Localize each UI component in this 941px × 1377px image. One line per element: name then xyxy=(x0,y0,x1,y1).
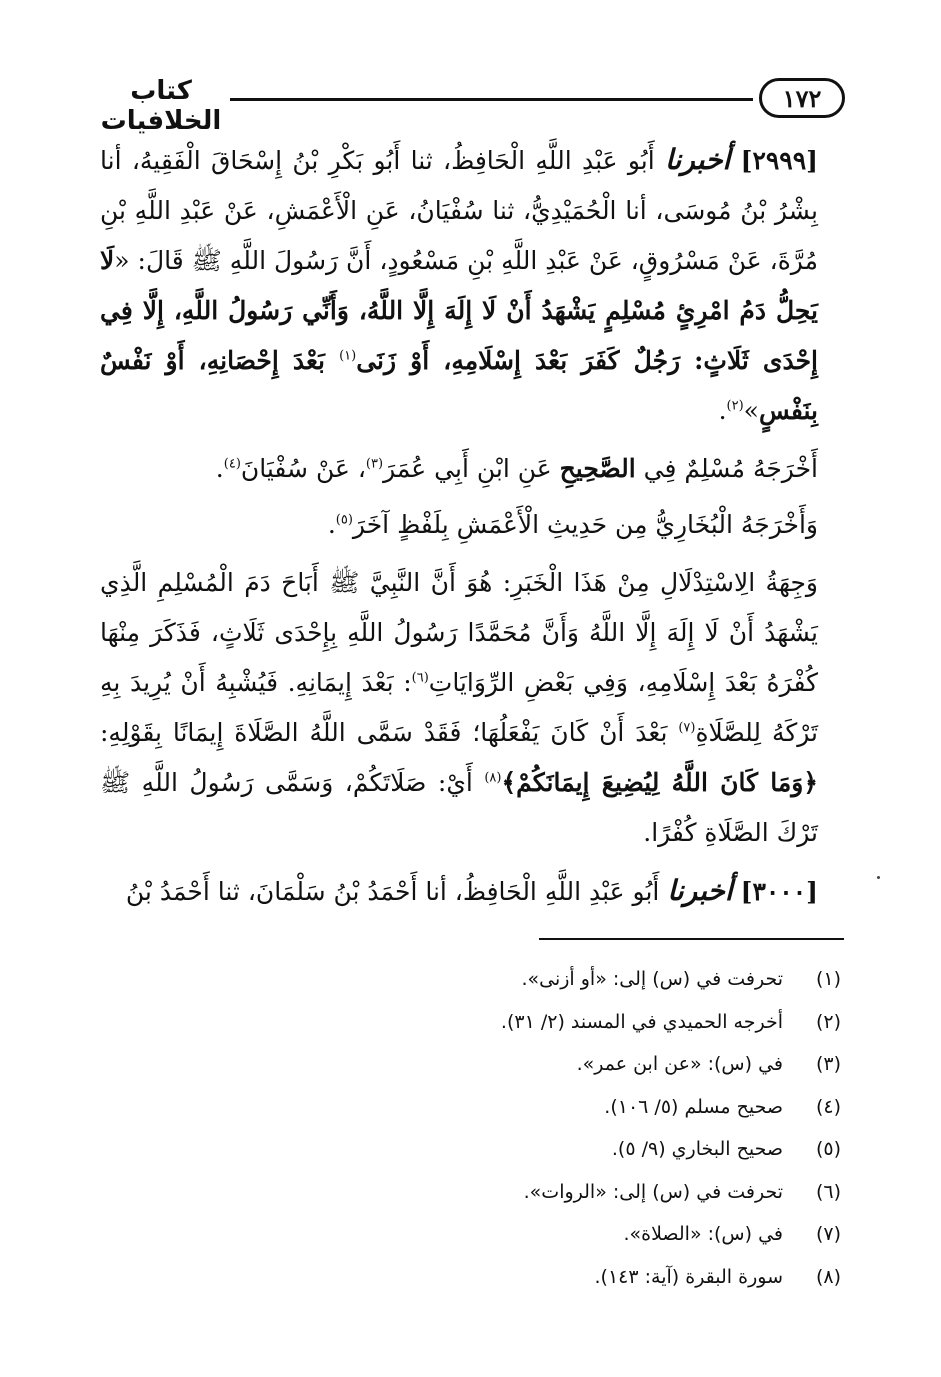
footnote-item xyxy=(101,1043,841,1086)
footnote-marker: (٣) xyxy=(365,456,384,472)
takhrij-text: عَنِ ابْنِ أَبِي عُمَرَ xyxy=(383,454,560,483)
footnote-text: تحرفت في (س) إلى: «أو أزنى». xyxy=(521,968,783,990)
sahih-title: الصَّحِيحِ xyxy=(559,454,636,483)
footnote-text: سورة البقرة (آية: ١٤٣). xyxy=(594,1265,783,1288)
footnote-item xyxy=(101,1086,841,1129)
footnote-text: صحيح البخاري (٩/ ٥). xyxy=(611,1138,783,1160)
footnote-marker: (٢) xyxy=(726,398,744,414)
quote-close: » xyxy=(743,396,759,425)
scan-speck xyxy=(877,876,880,879)
istidlal-paragraph xyxy=(100,558,848,858)
footnote-number: (٥) xyxy=(815,1138,841,1160)
quran-verse: ﴿وَمَا كَانَ اللَّهُ لِيُضِيعَ إِيمَانَكُمْ﴾ xyxy=(501,768,818,797)
footnote-item xyxy=(101,1213,841,1256)
akhbarana-heading: أخبرنا xyxy=(664,143,731,176)
footnote-text: في (س): «عن ابن عمر». xyxy=(576,1053,783,1075)
footnote-marker: (٥) xyxy=(335,512,353,528)
footnote-item xyxy=(101,1256,841,1299)
isnad-text: أَبُو عَبْدِ اللَّهِ الْحَافِظُ، ثنا أَبُو بَكْرِ بْنُ إِسْحَاقَ الْفَقِيهُ، أنا بِشْرُ بْنُ مُوسَى، أنا الْحُمَيْدِيُّ، ثنا سُفْيَانُ، عَنِ الْأَعْمَشِ، عَنْ عَبْدِ اللَّهِ بْنِ مُرَّةَ، عَنْ مَسْرُوقٍ، عَنْ عَبْدِ اللَّهِ بْنِ مَسْعُودٍ، أَنَّ رَسُولَ اللَّهِ ﷺ قَالَ: « xyxy=(100,146,818,275)
footnote-text: تحرفت في (س) إلى: «الروات». xyxy=(523,1180,783,1203)
hadith-number: [٢٩٩٩] xyxy=(740,146,819,175)
takhrij-text: ، عَنْ سُفْيَانَ xyxy=(240,454,366,483)
footnote-number: (٤) xyxy=(815,1095,841,1118)
takhrij-text: وَأَخْرَجَهُ الْبُخَارِيُّ مِن حَدِيثِ الْأَعْمَشِ بِلَفْظٍ آخَرَ xyxy=(352,510,818,539)
footnote-marker: (٤) xyxy=(223,456,241,472)
footnote-marker: (٦) xyxy=(411,670,429,686)
footnote-number: (٨) xyxy=(815,1265,841,1288)
footnote-item xyxy=(101,1001,841,1044)
istidlal-text: وَجِهَةُ الِاسْتِدْلَالِ مِنْ هَذَا الْخَبَرِ: هُوَ أَنَّ النَّبِيَّ ﷺ أَبَاحَ دَمَ الْمُسْلِمِ الَّذِي يَشْهَدُ أَنْ لَا إِلَهَ إِلَّا اللَّهُ وَأَنَّ مُحَمَّدًا رَسُولُ اللَّهِ بِإِحْدَى ثَلَاثٍ، فَذَكَرَ مِنْهَا كُفْرَهُ بَعْدَ إِسْلَامِهِ، وَفِي بَعْضِ الرِّوَايَاتِ xyxy=(100,568,818,697)
footnote-marker: (١) xyxy=(339,348,357,364)
matn-text: لَا يَحِلُّ دَمُ امْرِئٍ مُسْلِمٍ يَشْهَدُ أَنْ لَا إِلَهَ إِلَّا اللَّهُ، وَأَنِّي رَسُولُ اللَّهِ، إِلَّا فِي إِحْدَى ثَلَاثٍ: رَجُلٌ كَفَرَ بَعْدَ إِسْلَامِهِ، أَوْ زَنَى xyxy=(100,246,818,375)
footnote-item xyxy=(101,958,841,1001)
istidlal-text: أَيْ: صَلَاتَكُمْ، وَسَمَّى رَسُولُ اللَّهِ ﷺ تَرْكَ الصَّلَاةِ كُفْرًا. xyxy=(100,768,818,847)
isnad-text: أَبُو عَبْدِ اللَّهِ الْحَافِظُ، أنا أَحْمَدُ بْنُ سَلْمَانَ، ثنا أَحْمَدُ بْنُ xyxy=(125,877,660,906)
page-number: ١٧٢ xyxy=(782,83,822,113)
takhrij-bukhari xyxy=(100,500,848,550)
hadith-2999 xyxy=(100,135,848,436)
period: . xyxy=(718,396,727,425)
period: . xyxy=(215,454,224,483)
page-header xyxy=(95,70,845,136)
footnote-text: أخرجه الحميدي في المسند (٢/ ٣١). xyxy=(500,1010,783,1033)
footnote-text: في (س): «الصلاة». xyxy=(623,1223,783,1245)
footnote-number: (١) xyxy=(815,968,841,990)
takhrij-text: أَخْرَجَهُ مُسْلِمٌ فِي xyxy=(635,454,818,483)
period: . xyxy=(327,510,336,539)
istidlal-text: : بَعْدَ إِيمَانِهِ. فَيُشْبِهُ أَنْ يُرِيدَ بِهِ تَرْكَهُ لِلصَّلَاةِ xyxy=(100,668,818,747)
footnote-number: (٣) xyxy=(815,1053,841,1075)
footnote-number: (٢) xyxy=(815,1010,841,1033)
hadith-3000 xyxy=(100,866,848,917)
main-text xyxy=(100,135,848,925)
footnote-text: صحيح مسلم (٥/ ١٠٦). xyxy=(604,1095,783,1118)
hadith-number: [٣٠٠٠] xyxy=(740,877,818,906)
takhrij-muslim xyxy=(100,444,848,494)
footnote-number: (٦) xyxy=(815,1180,841,1203)
footnotes xyxy=(101,958,841,1298)
akhbarana-heading: أخبرنا xyxy=(667,874,733,907)
footnote-number: (٧) xyxy=(815,1223,841,1245)
footnote-item xyxy=(101,1128,841,1171)
header-rule xyxy=(230,98,753,101)
footnote-marker: (٧) xyxy=(678,720,696,736)
footnote-item xyxy=(101,1171,841,1214)
book-title: كتاب الخلافيات xyxy=(100,76,222,136)
page-number-badge xyxy=(759,78,845,118)
matn-text-cont: بَعْدَ إِحْصَانِهِ، أَوْ نَفْسٌ بِنَفْسٍ xyxy=(100,346,818,425)
footnote-separator xyxy=(539,938,844,940)
footnote-marker: (٨) xyxy=(484,770,502,786)
istidlal-text: بَعْدَ أَنْ كَانَ يَفْعَلُهَا؛ فَقَدْ سَمَّى اللَّهُ الصَّلَاةَ إِيمَانًا بِقَوْلِهِ: xyxy=(100,718,679,747)
